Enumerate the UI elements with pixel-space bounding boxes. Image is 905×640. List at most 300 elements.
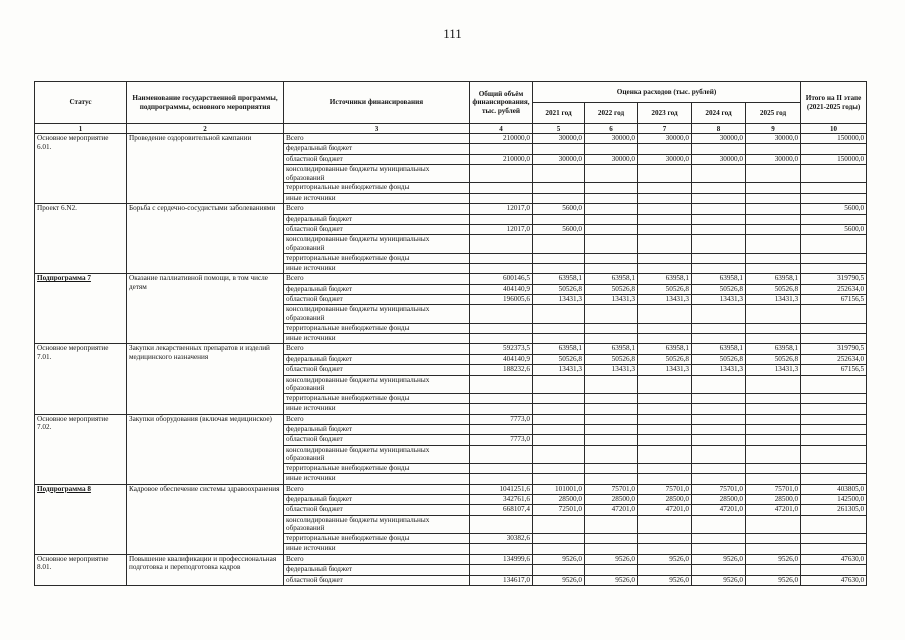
cell-year-value: [692, 305, 746, 323]
row-program-name: Борьба с сердечно-сосудистыми заболеваниями: [127, 204, 284, 274]
row-program-name: Закупки оборудования (включая медицинское): [127, 414, 284, 484]
header-estimate: Оценка расходов (тыс. рублей): [533, 82, 801, 103]
cell-year-value: 30000,0: [533, 134, 585, 144]
funding-source: областной бюджет: [284, 224, 470, 234]
cell-stage-total: [801, 435, 867, 445]
cell-year-value: [533, 263, 585, 273]
cell-year-value: [692, 375, 746, 393]
cell-year-value: [692, 445, 746, 463]
cell-year-value: [746, 375, 801, 393]
row-status: Основное мероприятие 7.01.: [35, 344, 127, 414]
cell-total: 600146,5: [470, 274, 533, 284]
cell-year-value: 63958,1: [533, 274, 585, 284]
funding-source: областной бюджет: [284, 154, 470, 164]
cell-stage-total: [801, 565, 867, 575]
cell-total: [470, 404, 533, 414]
cell-year-value: [638, 193, 692, 203]
funding-source: консолидированные бюджеты муниципальных образований: [284, 165, 470, 183]
cell-year-value: [746, 144, 801, 154]
col-number: 7: [638, 124, 692, 134]
col-number: 5: [533, 124, 585, 134]
cell-year-value: [585, 515, 638, 533]
cell-year-value: 30000,0: [585, 134, 638, 144]
cell-year-value: [585, 404, 638, 414]
funding-source: федеральный бюджет: [284, 284, 470, 294]
cell-total: [470, 305, 533, 323]
table-row: [35, 134, 867, 144]
funding-source: территориальные внебюджетные фонды: [284, 463, 470, 473]
cell-total: 210000,0: [470, 154, 533, 164]
cell-year-value: [692, 165, 746, 183]
header-source: Источники финансирования: [284, 82, 470, 124]
cell-total: [470, 474, 533, 484]
cell-year-value: [692, 224, 746, 234]
cell-stage-total: [801, 534, 867, 544]
cell-year-value: [533, 534, 585, 544]
cell-stage-total: [801, 424, 867, 434]
funding-source: областной бюджет: [284, 435, 470, 445]
cell-total: 668107,4: [470, 505, 533, 515]
cell-total: [470, 393, 533, 403]
cell-year-value: 75701,0: [746, 484, 801, 494]
cell-year-value: 50526,8: [692, 354, 746, 364]
cell-year-value: [585, 253, 638, 263]
cell-year-value: 63958,1: [638, 274, 692, 284]
funding-source: Всего: [284, 204, 470, 214]
cell-year-value: [746, 404, 801, 414]
cell-year-value: [692, 404, 746, 414]
funding-source: федеральный бюджет: [284, 354, 470, 364]
cell-year-value: [746, 204, 801, 214]
cell-stage-total: [801, 214, 867, 224]
funding-source: консолидированные бюджеты муниципальных образований: [284, 445, 470, 463]
cell-year-value: [638, 445, 692, 463]
funding-source: территориальные внебюджетные фонды: [284, 323, 470, 333]
cell-total: 196005,6: [470, 295, 533, 305]
row-program-name: Кадровое обеспечение системы здравоохранения: [127, 484, 284, 554]
cell-year-value: [746, 463, 801, 473]
cell-year-value: [585, 565, 638, 575]
cell-year-value: 13431,3: [692, 295, 746, 305]
funding-source: областной бюджет: [284, 295, 470, 305]
cell-year-value: [746, 193, 801, 203]
cell-year-value: [533, 393, 585, 403]
cell-total: 404140,9: [470, 284, 533, 294]
cell-stage-total: 150000,0: [801, 154, 867, 164]
cell-year-value: 9526,0: [585, 575, 638, 585]
cell-year-value: [692, 235, 746, 253]
funding-source: Всего: [284, 344, 470, 354]
col-number: 9: [746, 124, 801, 134]
cell-year-value: 28500,0: [692, 495, 746, 505]
cell-stage-total: 47630,0: [801, 554, 867, 564]
cell-year-value: [533, 144, 585, 154]
cell-year-value: [533, 305, 585, 323]
cell-stage-total: [801, 474, 867, 484]
cell-total: [470, 375, 533, 393]
funding-source: консолидированные бюджеты муниципальных образований: [284, 375, 470, 393]
table-row: [35, 204, 867, 214]
cell-stage-total: [801, 183, 867, 193]
funding-source: иные источники: [284, 334, 470, 344]
cell-year-value: [533, 214, 585, 224]
cell-year-value: [533, 235, 585, 253]
cell-year-value: [585, 323, 638, 333]
cell-year-value: [533, 334, 585, 344]
cell-total: 30382,6: [470, 534, 533, 544]
row-program-name: Оказание паллиативной помощи, в том числе детям: [127, 274, 284, 344]
cell-year-value: 63958,1: [585, 274, 638, 284]
header-year: 2024 год: [692, 103, 746, 124]
cell-total: [470, 165, 533, 183]
col-number: 2: [127, 124, 284, 134]
cell-total: [470, 445, 533, 463]
cell-year-value: 50526,8: [746, 284, 801, 294]
cell-stage-total: [801, 334, 867, 344]
cell-year-value: [533, 193, 585, 203]
header-name: Наименование государственной программы, подпрограммы, основного мероприятия: [127, 82, 284, 124]
row-status: Основное мероприятие 8.01.: [35, 554, 127, 585]
cell-year-value: 9526,0: [585, 554, 638, 564]
cell-year-value: [638, 263, 692, 273]
cell-year-value: 50526,8: [533, 284, 585, 294]
funding-source: консолидированные бюджеты муниципальных образований: [284, 305, 470, 323]
cell-year-value: 47201,0: [585, 505, 638, 515]
cell-year-value: 63958,1: [692, 274, 746, 284]
cell-year-value: [638, 463, 692, 473]
cell-year-value: [692, 214, 746, 224]
cell-year-value: 9526,0: [638, 575, 692, 585]
cell-year-value: [692, 474, 746, 484]
cell-total: [470, 334, 533, 344]
row-program-name: Повышение квалификации и профессиональная подготовка и переподготовка кадров: [127, 554, 284, 585]
cell-year-value: 75701,0: [585, 484, 638, 494]
cell-year-value: [746, 323, 801, 333]
cell-year-value: [585, 445, 638, 463]
cell-year-value: [692, 334, 746, 344]
cell-year-value: 30000,0: [746, 154, 801, 164]
header-year: 2021 год: [533, 103, 585, 124]
cell-year-value: 9526,0: [746, 575, 801, 585]
cell-total: [470, 235, 533, 253]
cell-stage-total: 252634,0: [801, 284, 867, 294]
cell-year-value: 63958,1: [638, 344, 692, 354]
header-total: Общий объём финансирования, тыс. рублей: [470, 82, 533, 124]
cell-year-value: 50526,8: [746, 354, 801, 364]
cell-year-value: [533, 414, 585, 424]
cell-total: 134999,6: [470, 554, 533, 564]
cell-total: [470, 515, 533, 533]
col-number: 3: [284, 124, 470, 134]
cell-year-value: [585, 534, 638, 544]
cell-year-value: [638, 183, 692, 193]
financing-table: [34, 81, 867, 586]
cell-year-value: [533, 565, 585, 575]
cell-year-value: [585, 214, 638, 224]
cell-year-value: [638, 515, 692, 533]
cell-year-value: [638, 435, 692, 445]
cell-year-value: 13431,3: [746, 295, 801, 305]
cell-year-value: [746, 253, 801, 263]
funding-source: Всего: [284, 274, 470, 284]
cell-year-value: [638, 474, 692, 484]
cell-stage-total: [801, 165, 867, 183]
funding-source: федеральный бюджет: [284, 565, 470, 575]
cell-year-value: [585, 263, 638, 273]
cell-stage-total: 150000,0: [801, 134, 867, 144]
cell-year-value: [746, 263, 801, 273]
funding-source: иные источники: [284, 263, 470, 273]
header-year: 2022 год: [585, 103, 638, 124]
cell-stage-total: [801, 404, 867, 414]
cell-total: [470, 323, 533, 333]
cell-year-value: [585, 224, 638, 234]
cell-stage-total: [801, 445, 867, 463]
header-year: 2025 год: [746, 103, 801, 124]
cell-total: 12017,0: [470, 204, 533, 214]
cell-year-value: 50526,8: [533, 354, 585, 364]
cell-stage-total: 47630,0: [801, 575, 867, 585]
cell-year-value: [533, 544, 585, 554]
cell-year-value: [638, 565, 692, 575]
cell-year-value: [585, 183, 638, 193]
cell-total: 188232,6: [470, 365, 533, 375]
cell-year-value: 5600,0: [533, 204, 585, 214]
cell-stage-total: 319790,5: [801, 274, 867, 284]
cell-total: [470, 193, 533, 203]
cell-year-value: [746, 183, 801, 193]
cell-year-value: [533, 375, 585, 393]
funding-source: Всего: [284, 414, 470, 424]
cell-year-value: 30000,0: [692, 134, 746, 144]
cell-year-value: [746, 224, 801, 234]
cell-stage-total: 5600,0: [801, 224, 867, 234]
cell-total: 7773,0: [470, 435, 533, 445]
cell-year-value: 28500,0: [533, 495, 585, 505]
funding-source: Всего: [284, 134, 470, 144]
table-row: [35, 274, 867, 284]
cell-total: [470, 565, 533, 575]
funding-source: федеральный бюджет: [284, 424, 470, 434]
funding-source: федеральный бюджет: [284, 144, 470, 154]
row-program-name: Проведение оздоровительной кампании: [127, 134, 284, 204]
cell-year-value: 47201,0: [638, 505, 692, 515]
cell-year-value: 30000,0: [585, 154, 638, 164]
cell-year-value: [746, 305, 801, 323]
cell-year-value: [533, 323, 585, 333]
cell-year-value: [638, 544, 692, 554]
cell-year-value: [533, 424, 585, 434]
funding-source: территориальные внебюджетные фонды: [284, 534, 470, 544]
funding-source: иные источники: [284, 404, 470, 414]
cell-year-value: [533, 435, 585, 445]
cell-year-value: [585, 414, 638, 424]
cell-year-value: [746, 393, 801, 403]
cell-year-value: 30000,0: [638, 134, 692, 144]
cell-total: [470, 424, 533, 434]
cell-year-value: 9526,0: [533, 554, 585, 564]
col-number: 10: [801, 124, 867, 134]
row-status: Основное мероприятие 7.02.: [35, 414, 127, 484]
cell-stage-total: [801, 393, 867, 403]
table-row: [35, 344, 867, 354]
cell-stage-total: [801, 305, 867, 323]
cell-year-value: [533, 515, 585, 533]
table-row: [35, 414, 867, 424]
col-number: 8: [692, 124, 746, 134]
cell-stage-total: [801, 544, 867, 554]
cell-stage-total: [801, 193, 867, 203]
cell-year-value: 13431,3: [692, 365, 746, 375]
cell-year-value: 75701,0: [638, 484, 692, 494]
cell-year-value: 28500,0: [585, 495, 638, 505]
cell-year-value: 13431,3: [638, 295, 692, 305]
cell-year-value: [585, 193, 638, 203]
cell-year-value: [692, 414, 746, 424]
cell-stage-total: 252634,0: [801, 354, 867, 364]
funding-source: федеральный бюджет: [284, 495, 470, 505]
cell-year-value: [638, 224, 692, 234]
cell-stage-total: [801, 263, 867, 273]
cell-year-value: [585, 544, 638, 554]
cell-total: 7773,0: [470, 414, 533, 424]
cell-year-value: [638, 144, 692, 154]
cell-year-value: 13431,3: [533, 295, 585, 305]
cell-total: [470, 183, 533, 193]
table-row: [35, 554, 867, 564]
cell-year-value: 63958,1: [585, 344, 638, 354]
funding-source: консолидированные бюджеты муниципальных образований: [284, 235, 470, 253]
cell-total: [470, 263, 533, 273]
cell-stage-total: [801, 463, 867, 473]
funding-source: территориальные внебюджетные фонды: [284, 183, 470, 193]
cell-total: 1041251,6: [470, 484, 533, 494]
cell-year-value: 9526,0: [692, 554, 746, 564]
cell-year-value: [746, 544, 801, 554]
funding-source: областной бюджет: [284, 365, 470, 375]
cell-total: 134617,0: [470, 575, 533, 585]
cell-year-value: [638, 323, 692, 333]
cell-total: [470, 544, 533, 554]
cell-year-value: 72501,0: [533, 505, 585, 515]
cell-year-value: 50526,8: [638, 284, 692, 294]
cell-year-value: 13431,3: [585, 365, 638, 375]
cell-year-value: 9526,0: [533, 575, 585, 585]
funding-source: областной бюджет: [284, 505, 470, 515]
cell-year-value: [692, 463, 746, 473]
row-status: Основное мероприятие 6.01.: [35, 134, 127, 204]
cell-year-value: [585, 424, 638, 434]
cell-year-value: [746, 565, 801, 575]
cell-year-value: [746, 515, 801, 533]
cell-year-value: [638, 165, 692, 183]
cell-year-value: [692, 515, 746, 533]
cell-stage-total: [801, 323, 867, 333]
cell-year-value: [746, 445, 801, 463]
cell-year-value: 63958,1: [746, 274, 801, 284]
header-year: 2023 год: [638, 103, 692, 124]
cell-year-value: 30000,0: [746, 134, 801, 144]
cell-year-value: [638, 404, 692, 414]
header-status: Статус: [35, 82, 127, 124]
cell-year-value: 75701,0: [692, 484, 746, 494]
cell-year-value: [638, 235, 692, 253]
cell-stage-total: 67156,5: [801, 295, 867, 305]
cell-year-value: [692, 144, 746, 154]
cell-year-value: [638, 534, 692, 544]
cell-stage-total: [801, 515, 867, 533]
funding-source: Всего: [284, 554, 470, 564]
funding-source: федеральный бюджет: [284, 214, 470, 224]
cell-total: 404140,9: [470, 354, 533, 364]
cell-year-value: [533, 183, 585, 193]
cell-year-value: 28500,0: [638, 495, 692, 505]
row-status: Проект 6.N2.: [35, 204, 127, 274]
funding-source: областной бюджет: [284, 575, 470, 585]
cell-stage-total: 261305,0: [801, 505, 867, 515]
cell-year-value: [585, 463, 638, 473]
cell-year-value: 9526,0: [638, 554, 692, 564]
row-status: Подпрограмма 7: [35, 274, 127, 344]
cell-stage-total: [801, 235, 867, 253]
cell-year-value: 13431,3: [746, 365, 801, 375]
cell-year-value: 13431,3: [533, 365, 585, 375]
funding-source: Всего: [284, 484, 470, 494]
cell-year-value: [638, 214, 692, 224]
cell-total: 210000,0: [470, 134, 533, 144]
funding-source: иные источники: [284, 544, 470, 554]
cell-year-value: [585, 334, 638, 344]
cell-year-value: [638, 424, 692, 434]
cell-year-value: 50526,8: [585, 284, 638, 294]
col-number: 6: [585, 124, 638, 134]
cell-year-value: 5600,0: [533, 224, 585, 234]
cell-year-value: [533, 463, 585, 473]
cell-year-value: [533, 404, 585, 414]
cell-year-value: 9526,0: [746, 554, 801, 564]
cell-total: 12017,0: [470, 224, 533, 234]
header-stage-total: Итого на II этапе (2021-2025 годы): [801, 82, 867, 124]
page-number: 111: [443, 26, 462, 41]
col-number: 1: [35, 124, 127, 134]
cell-year-value: 30000,0: [638, 154, 692, 164]
row-status: Подпрограмма 8: [35, 484, 127, 554]
cell-stage-total: [801, 144, 867, 154]
funding-source: консолидированные бюджеты муниципальных образований: [284, 515, 470, 533]
cell-year-value: [585, 235, 638, 253]
cell-year-value: 13431,3: [585, 295, 638, 305]
cell-year-value: [692, 204, 746, 214]
cell-year-value: [638, 334, 692, 344]
cell-year-value: 30000,0: [692, 154, 746, 164]
cell-year-value: 50526,8: [692, 284, 746, 294]
cell-total: [470, 214, 533, 224]
cell-stage-total: 142500,0: [801, 495, 867, 505]
cell-year-value: 50526,8: [585, 354, 638, 364]
cell-year-value: [746, 424, 801, 434]
cell-year-value: [746, 334, 801, 344]
funding-source: иные источники: [284, 193, 470, 203]
cell-year-value: 63958,1: [533, 344, 585, 354]
cell-year-value: [533, 445, 585, 463]
cell-year-value: 50526,8: [638, 354, 692, 364]
cell-year-value: [692, 393, 746, 403]
cell-year-value: [533, 253, 585, 263]
cell-year-value: [585, 393, 638, 403]
table-body: [35, 134, 867, 586]
cell-year-value: [585, 375, 638, 393]
cell-year-value: [692, 565, 746, 575]
